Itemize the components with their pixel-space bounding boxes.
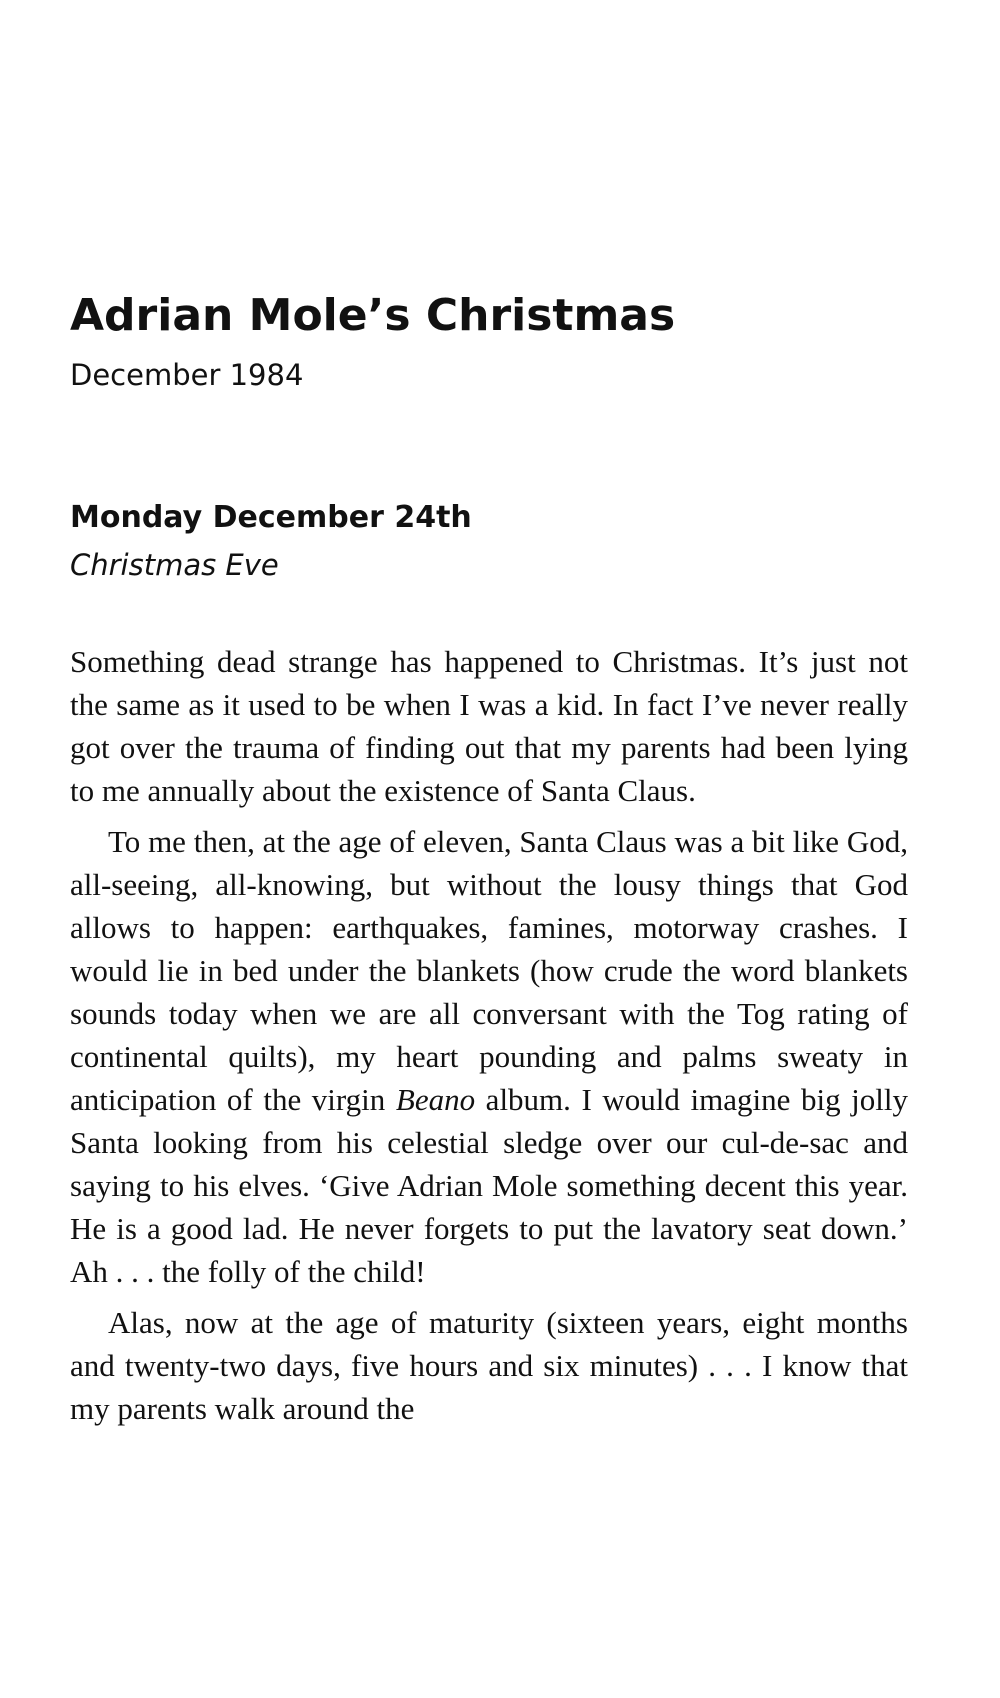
diary-entry-occasion: Christmas Eve — [70, 548, 279, 582]
diary-entry-date: Monday December 24th — [70, 500, 472, 535]
paragraph-2-title-emphasis: Beano — [395, 1082, 476, 1117]
paragraph-2 — [70, 820, 908, 1293]
chapter-title: Adrian Mole’s Christmas — [70, 290, 676, 341]
diary-body — [70, 640, 908, 1438]
paragraph-3: Alas, now at the age of maturity (sixteen years, eight months and twenty-two days, five hours and six minutes) . . . I know that my parents walk around the — [70, 1305, 908, 1426]
chapter-date: December 1984 — [70, 358, 304, 392]
paragraph-2-text-a: To me then, at the age of eleven, Santa Claus was a bit like God, all-seeing, all-knowing, but without the lousy things that God allows to happen: earthquakes, famines, motorway crashes. I would lie in bed under the blankets (how crude the word blankets sounds today when we are all conversant with the Tog rating of continental quilts), my heart pounding and palms sweaty in anticipation of the virgin — [70, 824, 908, 1117]
paragraph-2-text-b: album. I would imagine big jolly Santa looking from his celestial sledge over our cul-de-sac and saying to his elves. ‘Give Adrian Mole something decent this year. He is a good lad. He never forgets to put the lavatory seat down.’ Ah . . . the folly of the child! — [70, 1082, 908, 1289]
paragraph-1: Something dead strange has happened to Christmas. It’s just not the same as it used to be when I was a kid. In fact I’ve never really got over the trauma of finding out that my parents had been lying to me annually about the existence of Santa Claus. — [70, 644, 908, 808]
